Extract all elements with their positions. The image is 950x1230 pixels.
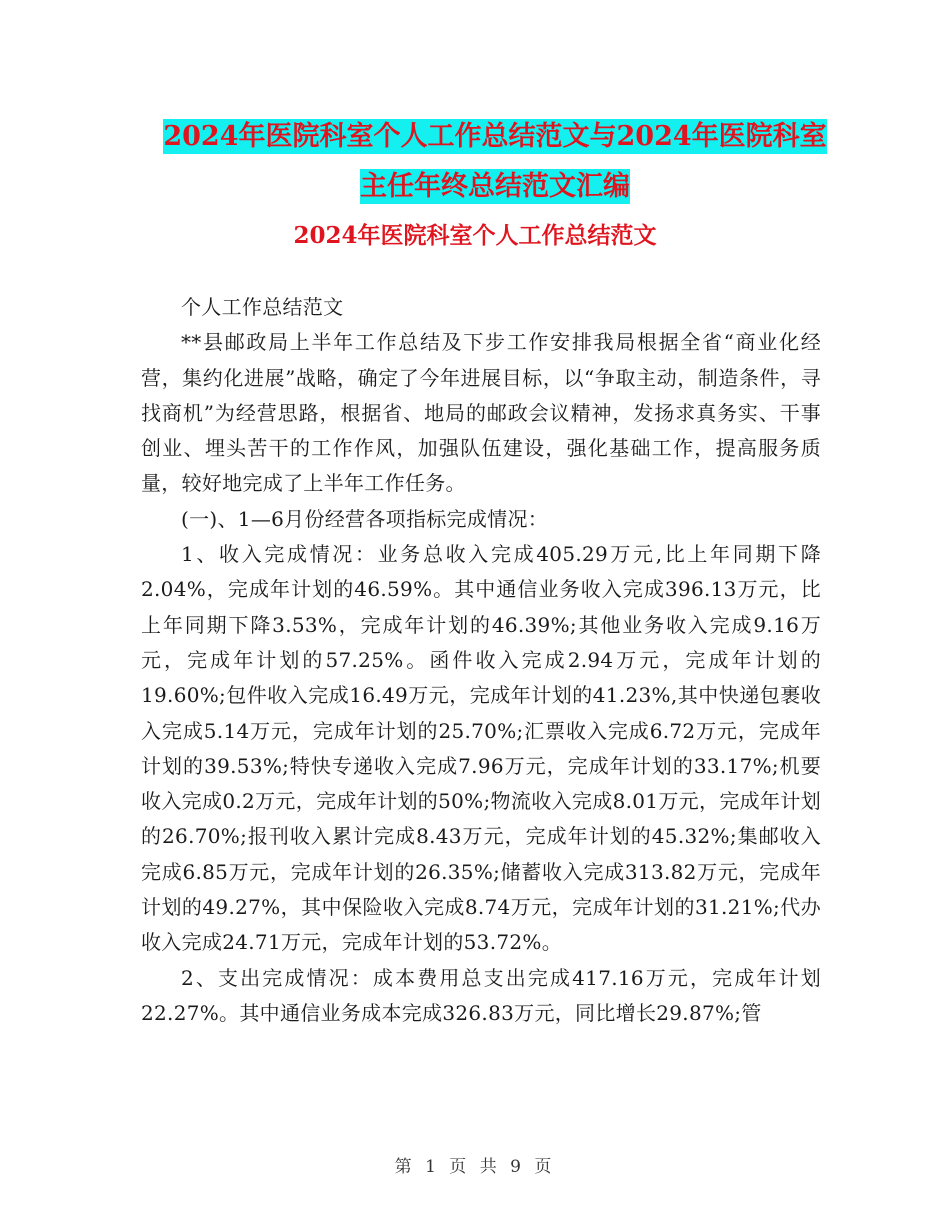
section-title: 2024年医院科室个人工作总结范文 xyxy=(293,222,657,249)
title-line-2: 主任年终总结范文汇编 xyxy=(360,171,630,202)
document-body xyxy=(141,290,821,1031)
paragraph: 1、收入完成情况：业务总收入完成405.29万元,比上年同期下降2.04%，完成年计划的46.59%。其中通信业务收入完成396.13万元，比上年同期下降3.53%，完成年计划的46.39%;其他业务收入完成9.16万元，完成年计划的57.25%。函件收入完成2.94万元，完成年计划的19.60%;包件收入完成16.49万元，完成年计划的41.23%,其中快递包裹收入完成5.14万元，完成年计划的25.70%;汇票收入完成6.72万元，完成年计划的39.53%;特快专递收入完成7.96万元，完成年计划的33.17%;机要收入完成0.2万元，完成年计划的50%;物流收入完成8.01万元，完成年计划的26.70%;报刊收入累计完成8.43万元，完成年计划的45.32%;集邮收入完成6.85万元，完成年计划的26.35%;储蓄收入完成313.82万元，完成年计划的49.27%，其中保险收入完成8.74万元，完成年计划的31.21%;代办收入完成24.71万元，完成年计划的53.72%。 xyxy=(141,542,821,955)
page-number-footer: 第 1 页 共 9 页 xyxy=(394,1157,556,1177)
paragraph: 2、支出完成情况：成本费用总支出完成417.16万元，完成年计划22.27%。其中通信业务成本完成326.83万元，同比增长29.87%;管 xyxy=(141,965,821,1025)
paragraph: **县邮政局上半年工作总结及下步工作安排我局根据全省“商业化经营，集约化进展”战略，确定了今年进展目标，以“争取主动，制造条件，寻找商机”为经营思路，根据省、地局的邮政会议精神，发扬求真务实、干事创业、埋头苦干的工作作风，加强队伍建设，强化基础工作，提高服务质量，较好地完成了上半年工作任务。 xyxy=(141,330,821,496)
title-line-1: 2024年医院科室个人工作总结范文与2024年医院科室 xyxy=(163,121,827,152)
document-title xyxy=(140,112,850,212)
paragraph: (一)、1—6月份经营各项指标完成情况： xyxy=(181,506,549,531)
paragraph: 个人工作总结范文 xyxy=(181,295,344,319)
